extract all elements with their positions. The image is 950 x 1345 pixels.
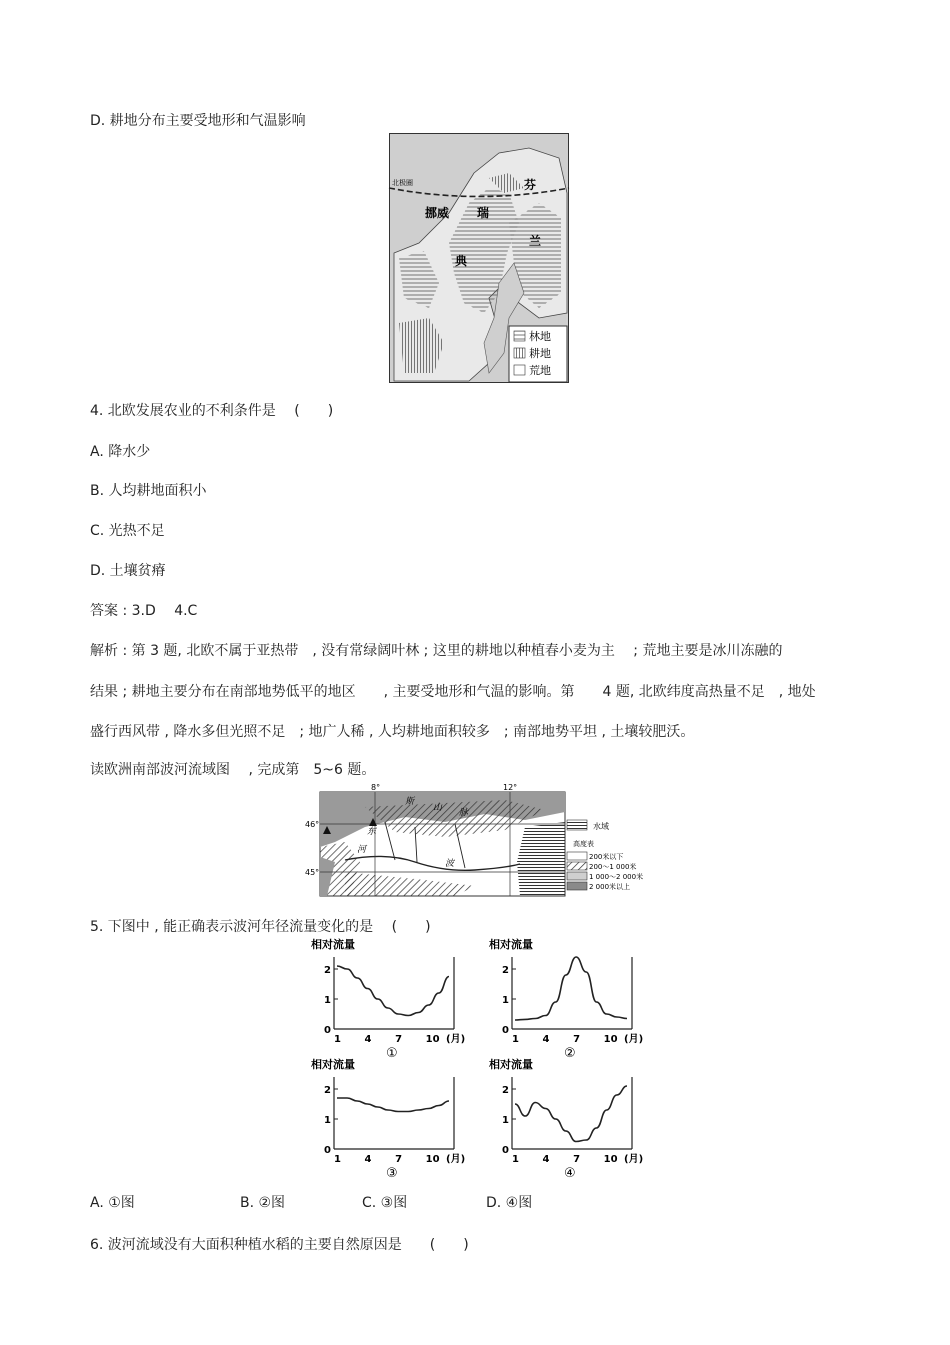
finland-label-1: 芬 xyxy=(524,178,537,192)
chart-2-flow-line xyxy=(515,957,627,1020)
river-label-2: 东 xyxy=(367,827,377,837)
chart-1-ytick-2: 2 xyxy=(324,965,331,976)
chart-4-flow-line xyxy=(515,1086,627,1142)
chart-3-ylabel: 相对流量 xyxy=(311,1058,355,1071)
chart-1-xunit: (月) xyxy=(446,1034,466,1045)
chart-2-ylabel: 相对流量 xyxy=(489,938,533,951)
chart-1-xtick-7: 7 xyxy=(395,1034,403,1045)
chart-4-xtick-7: 7 xyxy=(573,1154,581,1165)
mountain-label-2: 山 xyxy=(433,803,443,813)
chart-2-xtick-4: 4 xyxy=(542,1034,550,1045)
chart-2-xtick-7: 7 xyxy=(573,1034,581,1045)
option-5a: A. ①图 xyxy=(90,1195,135,1211)
chart-4-xtick-10: 10 xyxy=(603,1154,618,1165)
legend-height-1: 200米以下 xyxy=(589,853,624,861)
mountain-label-1: 斯 xyxy=(405,797,415,807)
answer: 答案 : 3.D 4.C xyxy=(90,603,198,619)
chart-3-label: ③ xyxy=(386,1166,398,1181)
option-3d: D. 耕地分布主要受地形和气温影响 xyxy=(90,113,306,129)
mountain-label-3: 脉 xyxy=(459,808,469,818)
legend-height-3: 1 000～2 000米 xyxy=(589,873,644,881)
lon-8-label: 8° xyxy=(371,783,381,792)
legend-height-title: 高度表 xyxy=(573,840,594,848)
question-4: 4. 北欧发展农业的不利条件是 ( ) xyxy=(90,403,334,419)
northern-europe-map xyxy=(389,133,569,383)
chart-3-ytick-0: 0 xyxy=(324,1145,331,1156)
chart-4-xtick-4: 4 xyxy=(542,1154,550,1165)
option-5b: B. ②图 xyxy=(240,1195,286,1211)
river-label-1: 河 xyxy=(357,845,367,855)
lat-45-label: 45° xyxy=(305,868,320,877)
option-4b: B. 人均耕地面积小 xyxy=(90,483,207,499)
lat-46-label: 46° xyxy=(305,820,320,829)
runoff-charts xyxy=(309,937,649,1181)
river-label-3: 波 xyxy=(445,859,455,869)
sweden-label-1: 瑞 xyxy=(477,206,490,220)
chart-3-xtick-10: 10 xyxy=(425,1154,440,1165)
po-river-map xyxy=(305,782,653,898)
chart-4-ytick-2: 2 xyxy=(502,1085,509,1096)
chart-1-ytick-0: 0 xyxy=(324,1025,331,1036)
reading-prompt: 读欧洲南部波河流域图 , 完成第 5~6 题。 xyxy=(90,762,376,778)
chart-4-ylabel: 相对流量 xyxy=(489,1058,533,1071)
chart-2-label: ② xyxy=(564,1046,576,1061)
sweden-label-2: 典 xyxy=(455,254,468,268)
legend-water: 水域 xyxy=(593,822,609,831)
runoff-charts-svg xyxy=(309,937,649,1181)
lon-12-label: 12° xyxy=(503,783,518,792)
legend-height-4: 2 000米以上 xyxy=(589,883,631,891)
chart-2-ytick-0: 0 xyxy=(502,1025,509,1036)
chart-2-xtick-10: 10 xyxy=(603,1034,618,1045)
chart-1-xtick-10: 10 xyxy=(425,1034,440,1045)
chart-2-xtick-1: 1 xyxy=(512,1034,519,1045)
question-5: 5. 下图中 , 能正确表示波河年径流量变化的是 ( ) xyxy=(90,919,431,935)
legend-wasteland: 荒地 xyxy=(529,364,551,377)
chart-3-flow-line xyxy=(337,1098,449,1112)
chart-3-xtick-4: 4 xyxy=(364,1154,372,1165)
chart-4-xtick-1: 1 xyxy=(512,1154,519,1165)
option-5d: D. ④图 xyxy=(486,1195,533,1211)
chart-1-label: ① xyxy=(386,1046,398,1061)
chart-1-ytick-1: 1 xyxy=(324,995,331,1006)
option-4c: C. 光热不足 xyxy=(90,523,165,539)
chart-4-ytick-0: 0 xyxy=(502,1145,509,1156)
chart-2-ytick-1: 1 xyxy=(502,995,509,1006)
norway-label: 挪威 xyxy=(425,206,450,220)
chart-1-flow-line xyxy=(337,966,449,1016)
explanation-line-3: 盛行西风带 , 降水多但光照不足 ; 地广人稀 , 人均耕地面积较多 ; 南部地势平坦 , 土壤较肥沃。 xyxy=(90,724,695,740)
chart-3-xtick-1: 1 xyxy=(334,1154,341,1165)
option-5c: C. ③图 xyxy=(362,1195,408,1211)
explanation-line-2: 结果 ; 耕地主要分布在南部地势低平的地区 , 主要受地形和气温的影响。第 4 题, 北欧纬度高热量不足 , 地处 xyxy=(90,684,816,700)
chart-3-xtick-7: 7 xyxy=(395,1154,403,1165)
chart-2-ytick-2: 2 xyxy=(502,965,509,976)
legend-height-2: 200～1 000米 xyxy=(589,863,637,871)
chart-4-xunit: (月) xyxy=(624,1154,644,1165)
option-4a: A. 降水少 xyxy=(90,444,151,460)
chart-3-ytick-2: 2 xyxy=(324,1085,331,1096)
arctic-circle-label: 北极圈 xyxy=(392,179,413,187)
chart-2-xunit: (月) xyxy=(624,1034,644,1045)
legend-farmland: 耕地 xyxy=(529,347,551,360)
legend-forest: 林地 xyxy=(529,330,551,343)
chart-3-ytick-1: 1 xyxy=(324,1115,331,1126)
chart-1-xtick-1: 1 xyxy=(334,1034,341,1045)
question-6: 6. 波河流域没有大面积种植水稻的主要自然原因是 ( ) xyxy=(90,1237,469,1253)
chart-1-xtick-4: 4 xyxy=(364,1034,372,1045)
finland-label-2: 兰 xyxy=(529,234,542,248)
option-4d: D. 土壤贫瘠 xyxy=(90,563,166,579)
chart-4-ytick-1: 1 xyxy=(502,1115,509,1126)
chart-4-label: ④ xyxy=(564,1166,576,1181)
explanation-line-1: 解析 : 第 3 题, 北欧不属于亚热带 , 没有常绿阔叶林 ; 这里的耕地以种植春小麦为主 ; 荒地主要是冰川冻融的 xyxy=(90,643,783,659)
chart-3-xunit: (月) xyxy=(446,1154,466,1165)
chart-1-ylabel: 相对流量 xyxy=(311,938,355,951)
